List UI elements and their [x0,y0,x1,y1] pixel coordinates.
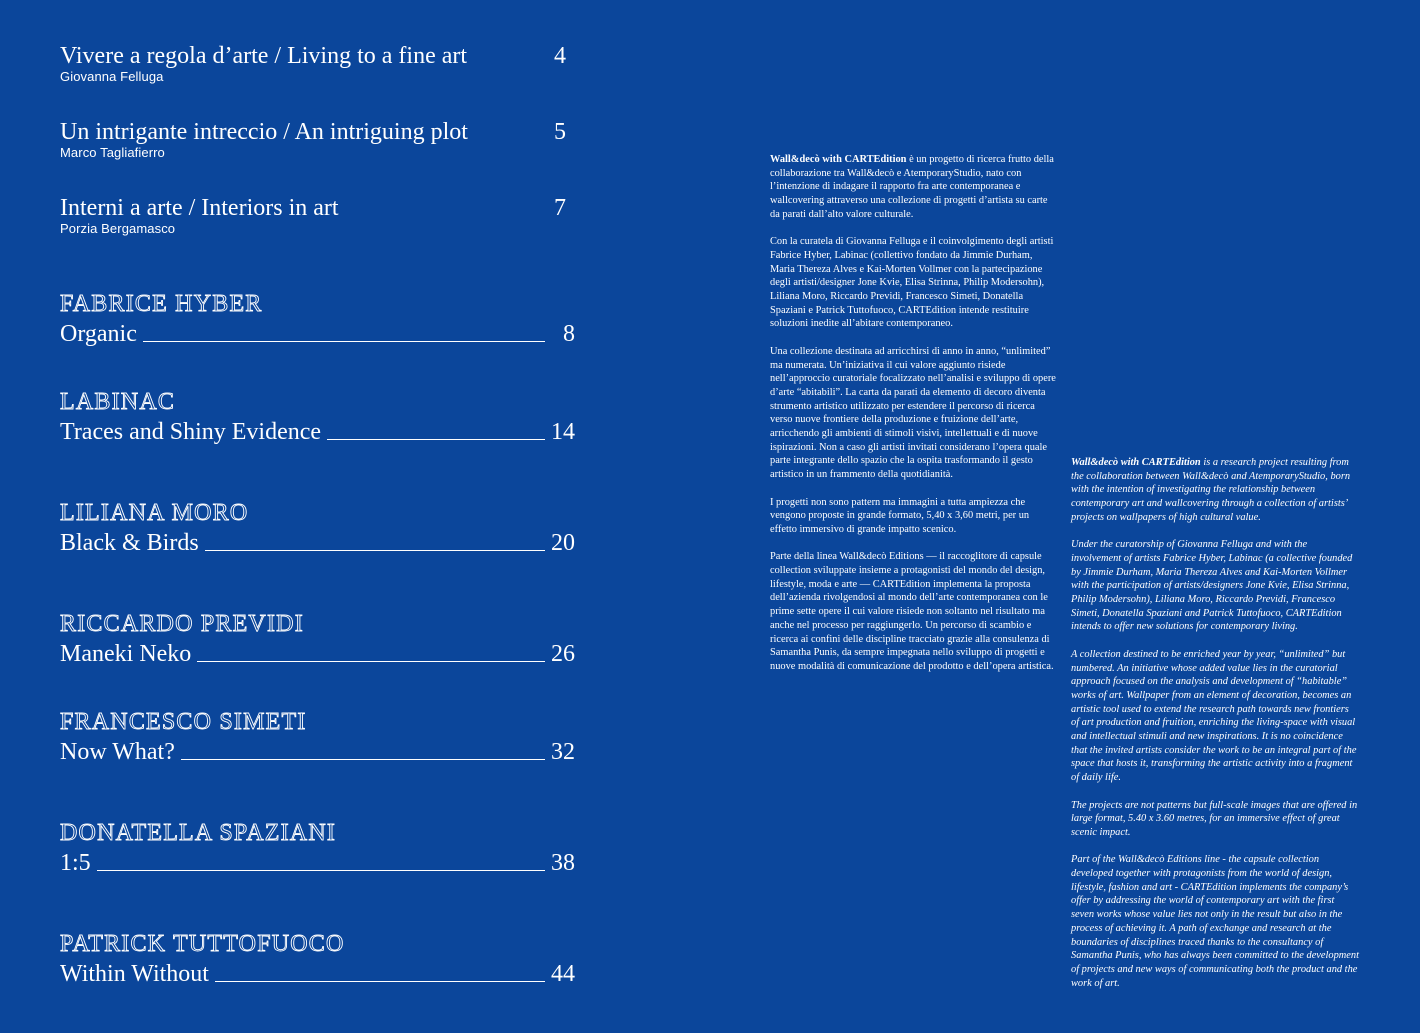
page-number: 8 [563,321,575,347]
page-number: 20 [551,530,575,556]
paragraph [1071,456,1359,525]
english-text-column [1071,456,1359,1004]
paragraph: Under the curatorship of Giovanna Felluga and with the involvement of artists Fabrice Hyber, Labinac (a collective founded by Jimmie Durham, Maria Thereza Alves and Kai-Morten Vollmer with the participation of artists/designers Jone Kvie, Elisa Strinna, Philip Modersohn), Liliana Moro, Riccardo Previdi, Francesco Simeti, Donatella Spaziani and Patrick Tuttofuoco, CARTEdition intends to offer new solutions for contemporary living. [1071,539,1353,633]
work-title: Traces and Shiny Evidence [60,419,322,445]
page-number: 5 [554,119,566,145]
work-row [60,640,575,668]
paragraph: A collection destined to be enriched year by year, “unlimited” but numbered. An initiative whose added value lies in the curatorial approach focused on the analysis and development of “habitable” works of art. Wallpaper from an element of decoration, becomes an artistic tool used to extend the research path towards new frontiers of art production and fruition, enriching the living-space with visual and intellectual stimuli and new inspirations. It is no coincidence that the invited artists consider the work to be an integral part of the space that hosts it, transforming the artistic activity into a fragment of daily life. [1071,648,1357,784]
work-row [60,849,575,877]
artist-entry [60,819,575,877]
work-title: Now What? [60,739,175,765]
work-title: Organic [60,321,137,347]
italian-text-column [770,153,1058,687]
paragraph: Parte della linea Wall&decò Editions — il raccoglitore di capsule collection sviluppate insieme a protagonisti del mondo del design, lifestyle, moda e arte — CARTEdition implementa la proposta dell’azienda rivolgendosi al mondo dell’arte contemporanea con le prime sette opere il cui valore risiede non soltanto nel risultato ma anche nel processo per raggiungerlo. Un percorso di scambio e ricerca ai confini delle discipline tracciato grazie alla consulenza di Samantha Punis, da sempre impegnata nello sviluppo di progetti e nuove modalità di comunicazione del prodotto e dell’opera artistica. [770,551,1054,672]
page-number: 32 [551,739,575,765]
artist-name: FRANCESCO SIMETI [60,709,307,735]
essay-entry [60,42,570,84]
leader-line [97,870,545,871]
work-title: Black & Birds [60,530,199,556]
paragraph: Con la curatela di Giovanna Felluga e il coinvolgimento degli artisti Fabrice Hyber, Labinac (collettivo fondato da Jimmie Durham, Maria Thereza Alves e Kai-Morten Vollmer con la partecipazione degli artisti/designer Jone Kvie, Elisa Strinna, Philip Modersohn), Liliana Moro, Riccardo Previdi, Francesco Simeti, Donatella Spaziani e Patrick Tuttofuoco, CARTEdition intende restituire soluzioni inedite all’abitare contemporaneo. [770,236,1054,330]
work-row [60,529,575,557]
artist-entry [60,388,575,446]
essay-title: Interni a arte / Interiors in art [60,195,339,221]
artist-name: FABRICE HYBER [60,291,263,317]
artist-name: RICCARDO PREVIDI [60,611,304,637]
lead-bold-text: Wall&decò with CARTEdition [1071,457,1201,468]
paragraph: Una collezione destinata ad arricchirsi di anno in anno, “unlimited” ma numerata. Un’iniziativa il cui valore aggiunto risiede nell’approccio curatoriale focalizzato nell’analisi e sviluppo di opere d’arte “abitabili”. La carta da parati da elemento di decoro diventa strumento artistico utilizzato per estendere il percorso di ricerca verso nuove frontiere della produzione e fruizione dell’arte, arricchendo gli ambienti di stimoli visivi, intellettuali e di nuove ispirazioni. Non a caso gli artisti invitati considerano l’opera quale parte integrante dello spazio che la ospita trasformando il gesto artistico in un frammento della quotidianità. [770,345,1056,481]
artist-entry [60,290,575,348]
page-number: 44 [551,961,575,987]
artist-entry [60,930,575,988]
page-number: 4 [554,43,566,69]
paragraph [770,153,1058,222]
leader-line [215,981,545,982]
artist-name: DONATELLA SPAZIANI [60,820,337,846]
page-number: 38 [551,850,575,876]
work-row [60,418,575,446]
essay-entry [60,194,570,236]
essay-author: Giovanna Felluga [60,69,164,84]
paragraph-text: è un progetto di ricerca frutto della collaborazione tra Wall&decò e AtemporaryStudio, nato con l’intenzione di indagare il rapporto fra arte contemporanea e wallcovering attraverso una collezione di progetti d’artista su carte da parati dall’alto valore culturale. [770,154,1054,220]
work-title: 1:5 [60,850,91,876]
artist-name: PATRICK TUTTOFUOCO [60,931,345,957]
work-title: Within Without [60,961,209,987]
artist-name: LILIANA MORO [60,500,249,526]
essay-title: Un intrigante intreccio / An intriguing plot [60,119,468,145]
lead-bold-text: Wall&decò with CARTEdition [770,154,907,165]
essay-author: Marco Tagliafierro [60,145,165,160]
paragraph: I progetti non sono pattern ma immagini a tutta ampiezza che vengono proposte in grande formato, 5,40 x 3,60 metri, per un effetto immersivo di grande impatto scenico. [770,496,1030,535]
essay-author: Porzia Bergamasco [60,221,176,236]
work-row [60,960,575,988]
artist-entry [60,610,575,668]
leader-line [327,439,545,440]
page-number: 7 [554,195,566,221]
essay-entry [60,118,570,160]
work-title: Maneki Neko [60,641,192,667]
artist-entry [60,499,575,557]
work-row [60,738,575,766]
artist-entry [60,708,575,766]
leader-line [205,550,545,551]
leader-line [181,759,545,760]
paragraph: Part of the Wall&decò Editions line - the capsule collection developed together with protagonists from the world of design, lifestyle, fashion and art - CARTEdition implements the company’s offer by addressing the world of contemporary art with the first seven works whose value lies not only in the result but also in the process of achieving it. A path of exchange and research at the boundaries of disciplines traced thanks to the consultancy of Samantha Punis, who has always been committed to the development of projects and new ways of communicating both the product and the work of art. [1071,854,1360,989]
page-number: 26 [551,641,575,667]
leader-line [143,341,545,342]
page-number: 14 [551,419,575,445]
work-row [60,320,575,348]
artist-name: LABINAC [60,389,176,415]
paragraph-text: is a research project resulting from the collaboration between Wall&decò and AtemporaryStudio, born with the intention of investigating the relationship between contemporary art and wallcovering through a collection of artists’ projects on wallpapers of high cultural value. [1071,457,1351,523]
leader-line [197,661,545,662]
essay-title: Vivere a regola d’arte / Living to a fine art [60,43,468,69]
paragraph: The projects are not patterns but full-scale images that are offered in large format, 5.40 x 3.60 metres, for an immersive effect of great scenic impact. [1071,799,1358,838]
